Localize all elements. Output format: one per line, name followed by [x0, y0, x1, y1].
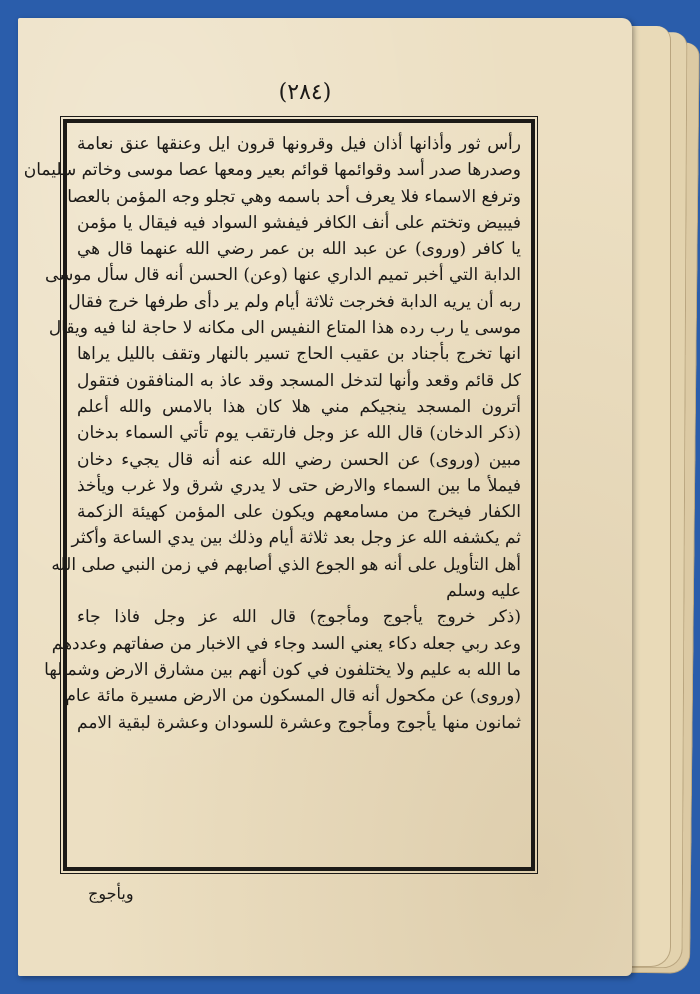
catchword: ويأجوج — [88, 884, 134, 903]
page-number: (٢٨٤) — [278, 80, 332, 105]
text-block-frame — [23, 119, 535, 871]
text-line: وصدرها صدر أسد وقوائمها قوائم بعير ومعها عصا موسى وخاتم سليمان — [23, 160, 521, 181]
text-line: (وروى) عن مكحول أنه قال المسكون من الارض مسيرة مائة عام — [65, 686, 521, 707]
text-line: انها تخرج بأجناد بن عقيب الحاج تسير بالنهار وتقف بالليل يراها — [77, 344, 521, 365]
text-line: ثمانون منها يأجوج ومأجوج وعشرة للسودان وعشرة لبقية الامم — [77, 712, 521, 733]
text-line: فيبيض وتختم على أنف الكافر فيفشو السواد فيه فيقال يا مؤمن — [77, 212, 521, 233]
text-line: يا كافر (وروى) عن عبد الله بن عمر رضي الله عنهما قال هي — [77, 239, 521, 260]
text-line: ثم يكشفه الله عز وجل بعد ثلاثة أيام وذلك بين يدي الساعة وأكثر — [71, 528, 521, 549]
text-line: وعد ربي جعله دكاء يعني السد وجاء في الاخبار من صفاتهم وعددهم — [51, 633, 521, 654]
text-line: الدابة التي أخبر تميم الداري عنها (وعن) الحسن أنه قال سأل موسى — [45, 265, 521, 286]
text-line: مبين (وروى) عن الحسن رضي الله عنه أنه قال يجيء دخان — [77, 449, 521, 470]
text-line: (ذكر خروج يأجوج ومأجوج) قال الله عز وجل فاذا جاء — [77, 607, 521, 628]
text-line: عليه وسلم — [446, 581, 521, 602]
text-line: رأس ثور وأذانها أذان فيل وقرونها قرون ايل وعنقها عنق نعامة — [77, 134, 521, 154]
text-line: (ذكر الدخان) قال الله عز وجل فارتقب يوم تأتي السماء بدخان — [77, 423, 521, 444]
text-line: أترون المسجد ينجيكم مني هلا كان هذا بالامس والله أعلم — [77, 396, 521, 417]
text-line: ربه أن يريه الدابة فخرجت ثلاثة أيام ولم ير دأى طرفها خرج فقال — [68, 291, 521, 312]
text-line: كل قائم وقعد وأنها لتدخل المسجد وقد عاذ به المنافقون فتقول — [77, 370, 521, 391]
text-line: وترفع الاسماء فلا يعرف أحد باسمه وهي تجلو وجه المؤمن بالعصا — [67, 186, 521, 207]
text-line: الكفار فيخرج من مسامعهم ويكون على المؤمن كهيئة الزكمة — [77, 502, 521, 523]
text-line: ما الله به عليم ولا يختلفون في كون أنهم بين مشارق الارض وشمالها — [44, 659, 521, 680]
book-page — [18, 18, 632, 976]
text-line: فيملأ ما بين السماء والارض حتى لا يدري شرق ولا غرب ويأخذ — [77, 475, 521, 496]
text-line: موسى يا رب رده هذا المتاع النفيس الى مكانه لا حاجة لنا فيه ويقال — [48, 318, 521, 339]
text-line: أهل التأويل على أنه هو الجوع الذي أصابهم في زمن النبي صلى الله — [51, 554, 521, 575]
